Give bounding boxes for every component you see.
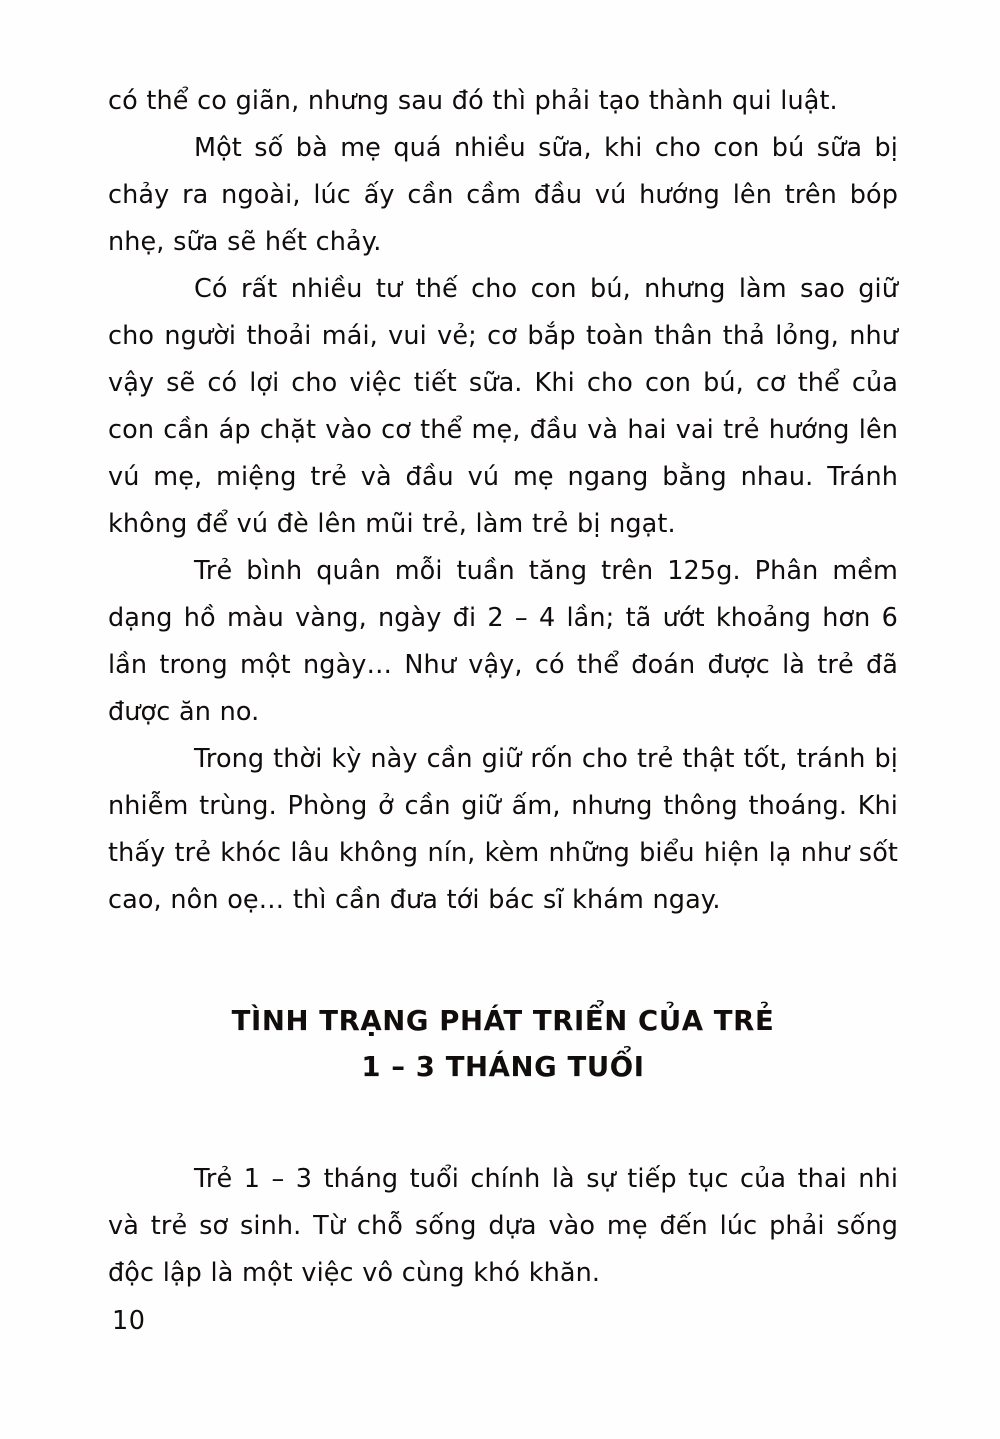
page-body-text xyxy=(108,78,898,1297)
heading-spacer xyxy=(108,1090,898,1156)
paragraph: Có rất nhiều tư thế cho con bú, nhưng làm sao giữ cho người thoải mái, vui vẻ; cơ bắp toàn thân thả lỏng, như vậy sẽ có lợi cho việc tiết sữa. Khi cho con bú, cơ thể của con cần áp chặt vào cơ thể mẹ, đầu và hai vai trẻ hướng lên vú mẹ, miệng trẻ và đầu vú mẹ ngang bằng nhau. Tránh không để vú đè lên mũi trẻ, làm trẻ bị ngạt. xyxy=(108,274,898,539)
section-heading-line-2: 1 – 3 THÁNG TUỔI xyxy=(361,1051,645,1083)
paragraph: Một số bà mẹ quá nhiều sữa, khi cho con bú sữa bị chảy ra ngoài, lúc ấy cần cầm đầu vú hướng lên trên bóp nhẹ, sữa sẽ hết chảy. xyxy=(108,133,898,257)
paragraph: Trẻ 1 – 3 tháng tuổi chính là sự tiếp tục của thai nhi và trẻ sơ sinh. Từ chỗ sống dựa vào mẹ đến lúc phải sống độc lập là một việc vô cùng khó khăn. xyxy=(108,1164,898,1288)
section-heading-line-1: TÌNH TRẠNG PHÁT TRIỂN CỦA TRẺ xyxy=(231,1005,775,1037)
page-number: 10 xyxy=(112,1306,146,1336)
paragraph-continued: có thể co giãn, nhưng sau đó thì phải tạo thành qui luật. xyxy=(108,86,838,116)
paragraph: Trẻ bình quân mỗi tuần tăng trên 125g. Phân mềm dạng hồ màu vàng, ngày đi 2 – 4 lần; tã ướt khoảng hơn 6 lần trong một ngày… Như vậy, có thể đoán được là trẻ đã được ăn no. xyxy=(108,556,898,727)
section-heading xyxy=(108,998,898,1090)
paragraph: Trong thời kỳ này cần giữ rốn cho trẻ thật tốt, tránh bị nhiễm trùng. Phòng ở cần giữ ấm, nhưng thông thoáng. Khi thấy trẻ khóc lâu không nín, kèm những biểu hiện lạ như sốt cao, nôn oẹ… thì cần đưa tới bác sĩ khám ngay. xyxy=(108,744,898,915)
